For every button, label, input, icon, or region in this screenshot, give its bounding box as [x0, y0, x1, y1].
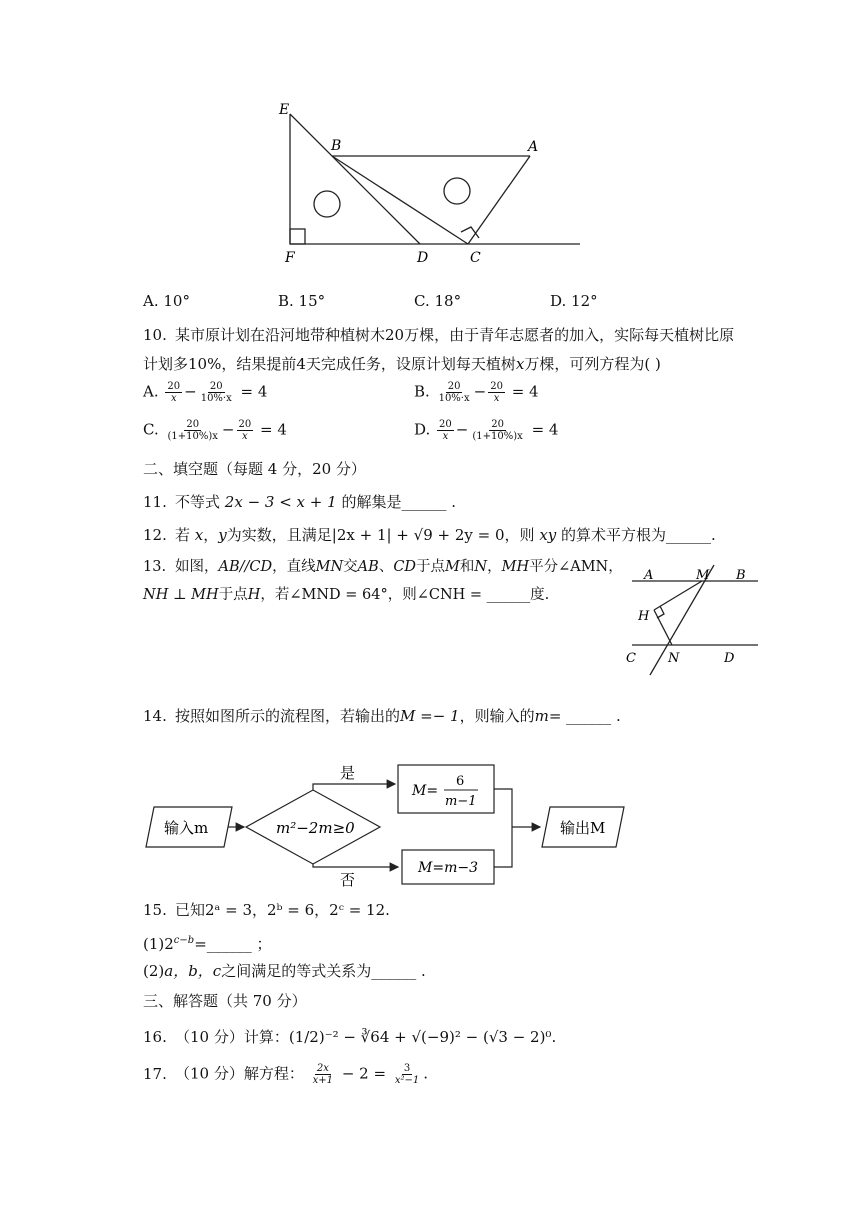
label-d: D — [417, 250, 429, 266]
q12-sep: ， — [203, 526, 219, 544]
q13-tail: 平分∠AMN， — [529, 559, 623, 575]
q13-cd: CD — [393, 559, 417, 575]
label-c: C — [470, 250, 481, 266]
q10-option-c[interactable]: C. $\frac{20}{(1+10\%)x}$ − $\frac{20}{x}$ = 4 — [143, 419, 287, 442]
fraction — [470, 419, 524, 442]
q17-line — [143, 1063, 428, 1086]
q10-text2-tail: 万棵，可列方程为( ) — [524, 355, 661, 373]
denominator: 10%·x — [438, 393, 470, 404]
numerator: 20 — [490, 381, 503, 392]
denominator: (1+10%)x — [472, 431, 523, 442]
q16-expr: (1/2)⁻² − ∛64 + √(−9)² − (√3 − 2)⁰. — [288, 1028, 557, 1046]
q13-ab: AB — [357, 559, 379, 575]
label-a: A — [528, 139, 539, 155]
q17-pre: （10 分）解方程： — [175, 1064, 304, 1083]
q10-option-b-label: B. — [414, 382, 430, 401]
q10-option-a-label: A. — [143, 382, 159, 401]
q9-option-b[interactable]: B. 15° — [278, 292, 326, 310]
flowchart-q14 — [140, 755, 660, 895]
label-d: D — [724, 651, 735, 666]
label-b: B — [331, 138, 342, 154]
fraction — [437, 419, 454, 442]
q10-line1 — [143, 325, 734, 345]
q15-p2-vars: a，b，c — [164, 962, 222, 980]
numerator: 20 — [186, 419, 200, 430]
q12-y: y — [218, 526, 227, 544]
q16-pre: （10 分）计算： — [175, 1028, 289, 1046]
q10-option-d-label: D. — [414, 420, 431, 439]
output-label: 输出M — [560, 819, 606, 837]
q15-line — [143, 900, 390, 920]
q15-p1-pre: (1)2 — [143, 935, 174, 953]
q9-option-a[interactable]: A. 10° — [143, 292, 190, 310]
q12-x: x — [194, 526, 204, 544]
numerator: 20 — [439, 419, 452, 430]
q10-option-a[interactable]: A. $\frac{20}{x}$ − $\frac{20}{10\%\cdot x}$ = 4 — [143, 381, 268, 404]
q13-line1 — [143, 557, 623, 577]
q10-option-b[interactable]: B. $\frac{20}{10\%\cdot x}$ − $\frac{20}{x}$ = 4 — [414, 381, 539, 404]
input-label: 输入m — [164, 819, 209, 837]
q15-given: 2ᵃ = 3，2ᵇ = 6，2ᶜ = 12. — [205, 901, 390, 919]
no-box-label: M=m−3 — [418, 860, 478, 876]
q11-expr: 2x − 3 < x + 1 — [224, 493, 337, 511]
q16-number: 16. — [143, 1028, 167, 1046]
q14-pre: 按照如图所示的流程图，若输出的 — [175, 707, 401, 725]
q13-mid2: 交 — [343, 559, 358, 575]
denominator: x — [442, 431, 449, 442]
q9-option-c[interactable]: C. 18° — [414, 292, 462, 310]
rhs: = 4 — [531, 420, 559, 439]
q9-option-d[interactable]: D. 12° — [550, 292, 598, 310]
q13-mn: MN — [315, 559, 344, 575]
denominator: 10%·x — [200, 393, 232, 404]
q16-line — [143, 1027, 556, 1047]
fraction — [437, 381, 472, 404]
q15-part1 — [143, 931, 272, 954]
denominator: x — [242, 431, 248, 442]
triangle-figure-q9 — [270, 98, 590, 268]
q13-line2-expr: NH ⊥ MH — [143, 587, 219, 603]
denominator: (1+10%)x — [167, 431, 218, 442]
q10-text1: 某市原计划在沿河地带种植树木20万棵，由于青年志愿者的加入，实际每天植树比原 — [175, 326, 735, 344]
label-e: E — [279, 102, 290, 118]
q14-m: m — [534, 707, 549, 725]
q13-sep: 、 — [378, 559, 394, 575]
label-f: F — [285, 250, 295, 266]
q13-pre: 如图， — [175, 559, 219, 575]
q11-number: 11. — [143, 493, 167, 511]
q10-line2 — [143, 354, 661, 374]
yes-box-lhs: M= — [412, 783, 439, 799]
fraction — [199, 381, 234, 404]
q14-mid: ，则输入的 — [459, 707, 535, 725]
yes-box-numerator: 6 — [456, 774, 465, 789]
q17-number: 17. — [143, 1064, 167, 1083]
label-m: M — [696, 568, 710, 583]
numerator: 20 — [447, 381, 461, 392]
q11-line — [143, 492, 456, 512]
q15-p1-post: =______ ； — [194, 935, 272, 953]
label-n: N — [668, 651, 680, 666]
q17-mid: − 2 = — [341, 1064, 387, 1083]
q13-comma: ， — [487, 559, 502, 575]
rhs: = 4 — [260, 420, 287, 439]
q14-number: 14. — [143, 707, 167, 725]
yes-box-denominator: m−1 — [445, 794, 477, 809]
denominator: x²−1 — [394, 1075, 420, 1086]
q12-number: 12. — [143, 526, 167, 544]
q10-option-d[interactable]: D. $\frac{20}{x}$ − $\frac{20}{(1+10\%)x}$ = 4 — [414, 419, 559, 442]
q12-pre: 若 — [175, 526, 191, 544]
q13-h: H — [247, 587, 261, 603]
q15-pre: 已知 — [175, 901, 206, 919]
q13-and: 和 — [459, 559, 475, 575]
q13-m: M — [445, 559, 460, 575]
q13-mid: ，直线 — [272, 559, 316, 575]
q10-text2: 计划多10%，结果提前4天完成任务，设原计划每天植树 — [143, 355, 516, 373]
q11-pre: 不等式 — [175, 493, 221, 511]
parallel-lines-figure-q13 — [618, 560, 768, 680]
q12-line — [143, 525, 716, 545]
fraction — [393, 1063, 421, 1086]
q15-p2-post: 之间满足的等式关系为______ . — [221, 962, 426, 980]
q13-mh: MH — [501, 559, 530, 575]
numerator: 20 — [209, 381, 223, 392]
q14-line — [143, 706, 621, 726]
section-2-heading: 二、填空题（每题 4 分，20 分） — [143, 460, 366, 478]
label-c: C — [626, 651, 636, 666]
denominator: x+1 — [312, 1075, 334, 1086]
q15-p2-pre: (2) — [143, 962, 165, 980]
q13-line2-tail: ，若∠MND = 64°，则∠CNH = ______度. — [260, 587, 550, 603]
numerator: 20 — [238, 419, 252, 430]
q10-option-c-label: C. — [143, 420, 159, 439]
label-h: H — [638, 609, 650, 624]
fraction — [166, 419, 220, 442]
q13-number: 13. — [143, 559, 167, 575]
q11-post: 的解集是______ . — [341, 493, 456, 511]
q14-post: = ______ . — [548, 707, 621, 725]
fraction — [165, 381, 182, 404]
denominator: x — [493, 393, 500, 404]
q10-number: 10. — [143, 326, 167, 344]
label-b: B — [736, 568, 746, 583]
q17-tail: . — [423, 1064, 428, 1083]
q14-expr: M =− 1 — [400, 707, 460, 725]
q13-line2 — [143, 585, 549, 605]
numerator: 2x — [316, 1063, 329, 1074]
q12-expr: |2x + 1| + √9 + 2y = 0 — [331, 526, 505, 544]
q10-var: x — [515, 355, 525, 373]
q12-post: ，则 — [504, 526, 535, 544]
q12-xy: xy — [539, 526, 557, 544]
q12-mid: 为实数，且满足 — [226, 526, 332, 544]
q12-tail: 的算术平方根为______. — [561, 526, 716, 544]
numerator: 20 — [491, 419, 504, 430]
q15-number: 15. — [143, 901, 167, 919]
label-a: A — [644, 568, 654, 583]
rhs: = 4 — [511, 382, 539, 401]
q13-mid3: 于点 — [416, 559, 446, 575]
denominator: x — [170, 393, 177, 404]
numerator: 20 — [167, 381, 181, 392]
no-label: 否 — [340, 871, 356, 889]
fraction — [237, 419, 254, 442]
fraction — [311, 1063, 335, 1086]
q13-line2-mid: 于点 — [218, 587, 248, 603]
yes-label: 是 — [340, 764, 356, 782]
rhs: = 4 — [240, 382, 268, 401]
numerator: 3 — [403, 1063, 411, 1074]
condition-label: m²−2m≥0 — [276, 819, 355, 837]
q13-expr: AB//CD — [218, 559, 273, 575]
fraction — [488, 381, 505, 404]
q15-part2 — [143, 961, 426, 981]
q15-p1-sup: c−b — [173, 935, 195, 946]
section-3-heading: 三、解答题（共 70 分） — [143, 992, 307, 1010]
q13-n: N — [474, 559, 488, 575]
